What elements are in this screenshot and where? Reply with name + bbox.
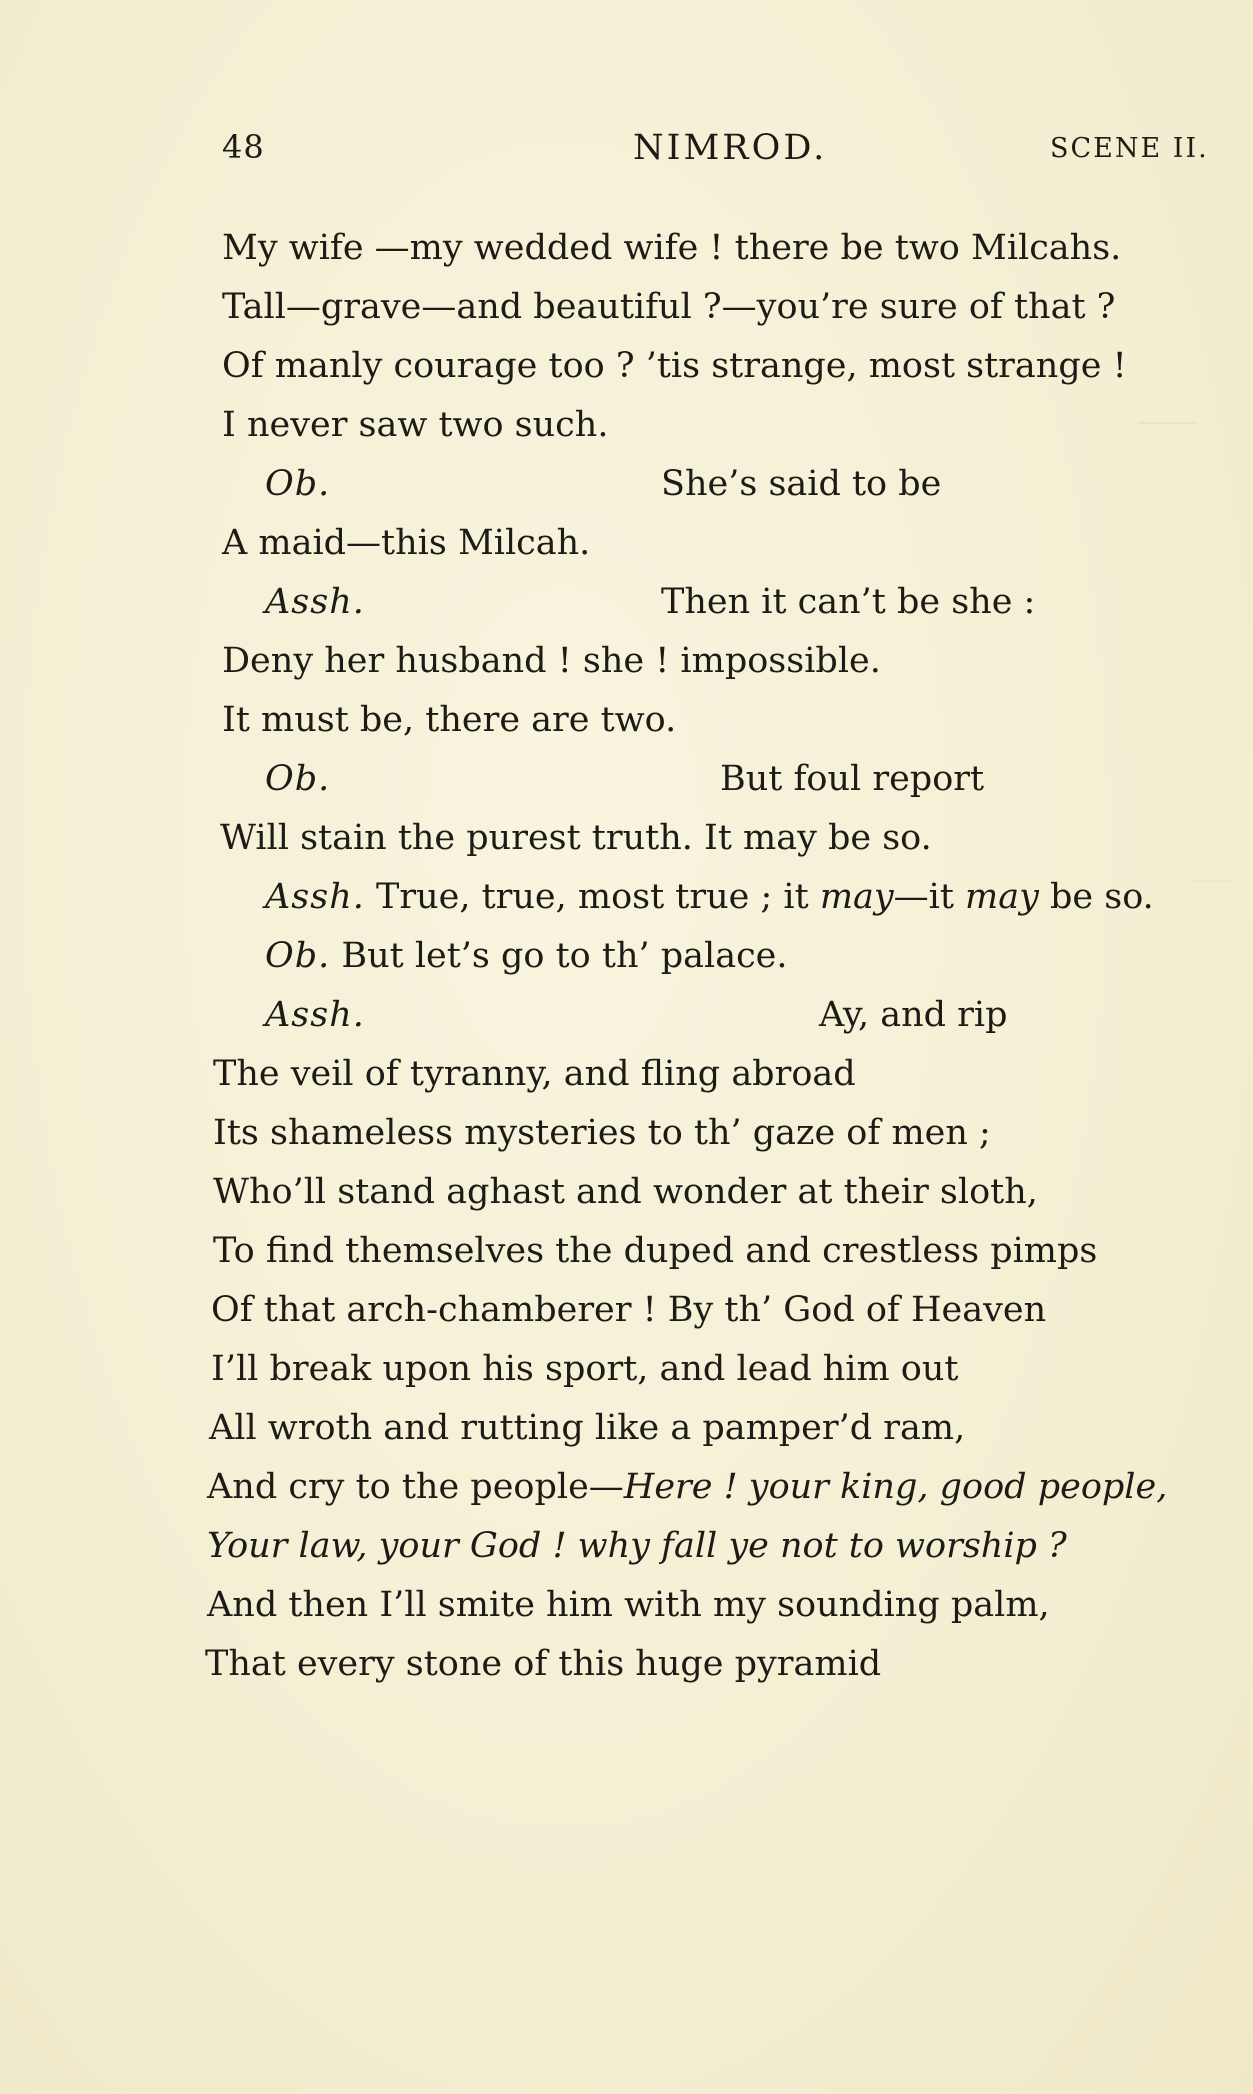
verse-line: To find themselves the duped and crestless pimps <box>213 1231 1098 1271</box>
verse-line: Will stain the purest truth. It may be so. <box>220 818 932 858</box>
verse-line: Its shameless mysteries to th’ gaze of men ; <box>213 1113 991 1153</box>
verse-line <box>265 580 365 624</box>
verse-line: It must be, there are two. <box>222 700 677 740</box>
verse-line: Assh. True, true, most true ; it may—it may be so. <box>265 877 1154 917</box>
speaker-name: Assh. <box>265 582 365 622</box>
scene-label: SCENE II. <box>1050 133 1209 164</box>
verse-line: Who’ll stand aghast and wonder at their sloth, <box>213 1172 1038 1212</box>
verse-line: All wroth and rutting like a pamper’d ram, <box>209 1408 966 1448</box>
verse-line: I never saw two such. <box>222 405 609 445</box>
page-number: 48 <box>222 128 265 166</box>
verse-line-continuation: But foul report <box>720 759 985 799</box>
speaker-name: Ob. <box>265 936 331 976</box>
speaker-name: Ob. <box>265 464 331 504</box>
paper-blemish <box>1190 880 1230 882</box>
running-title: NIMROD. <box>633 128 828 168</box>
verse-line: Of that arch-chamberer ! By th’ God of Heaven <box>211 1290 1047 1330</box>
verse-line: Deny her husband ! she ! impossible. <box>222 641 881 681</box>
emphasis: Your law, your God ! why fall ye not to worship ? <box>207 1526 1067 1566</box>
verse-line: And then I’ll smite him with my sounding palm, <box>207 1585 1050 1625</box>
verse-line <box>207 1524 1067 1568</box>
speaker-name: Assh. <box>265 995 365 1035</box>
verse-line <box>265 993 365 1037</box>
verse-line: The veil of tyranny, and fling abroad <box>213 1054 856 1094</box>
verse-line: My wife —my wedded wife ! there be two Milcahs. <box>222 228 1122 268</box>
verse-line: I’ll break upon his sport, and lead him out <box>211 1349 959 1389</box>
verse-line <box>265 462 330 506</box>
paper-blemish <box>1138 422 1198 424</box>
verse-line-continuation: Ay, and rip <box>819 995 1008 1035</box>
verse-line-continuation: She’s said to be <box>661 464 942 504</box>
speaker-name: Ob. <box>265 759 331 799</box>
page-header <box>0 128 1253 178</box>
verse-line: Of manly courage too ? ’tis strange, most strange ! <box>222 346 1127 386</box>
emphasis: may <box>965 877 1039 917</box>
verse-line-continuation: Then it can’t be she : <box>661 582 1036 622</box>
verse-line <box>265 757 330 801</box>
emphasis: Here ! your king, good people, <box>623 1467 1168 1507</box>
verse-line: That every stone of this huge pyramid <box>205 1644 882 1684</box>
verse-line: And cry to the people—Here ! your king, good people, <box>207 1467 1168 1507</box>
emphasis: may <box>819 877 894 917</box>
verse-line: Tall—grave—and beautiful ?—you’re sure of that ? <box>222 287 1116 327</box>
verse-line: A maid—this Milcah. <box>222 523 591 563</box>
speaker-name: Assh. <box>265 877 365 917</box>
verse-line: Ob. But let’s go to th’ palace. <box>265 936 788 976</box>
